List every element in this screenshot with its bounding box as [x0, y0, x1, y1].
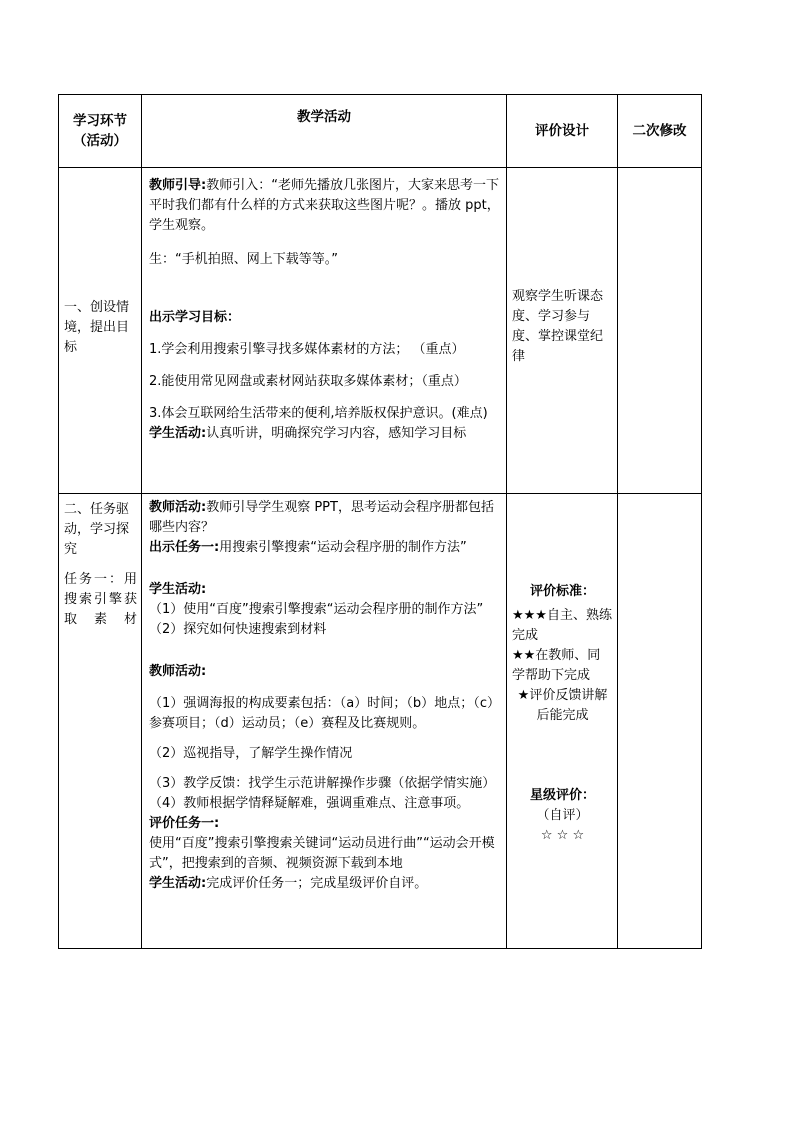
teacher-activity-paragraph [149, 498, 500, 538]
teacher-item-3: （3）教学反馈：找学生示范讲解操作步骤（依据学情实施） [149, 776, 496, 791]
teacher-activity-2-label: 教师活动: [149, 664, 207, 679]
stage-cell-2 [59, 494, 142, 949]
goal-3: 3.体会互联网给生活带来的便利,培养版权保护意识。(难点) [149, 406, 488, 421]
student-activity-3-text: 完成评价任务一；完成星级评价自评。 [206, 876, 428, 891]
eval-standard-label: 评价标准： [529, 584, 595, 599]
teacher-activity-text: 教师引导学生观察 PPT，思考运动会程序册都包括哪些内容？ [149, 500, 494, 535]
activity-cell-2 [142, 494, 507, 949]
header-stage-line2: （活动） [73, 133, 127, 149]
teacher-activity-label: 教师活动: [149, 500, 207, 515]
goal-2: 2.能使用常见网盘或素材网站获取多媒体素材；（重点） [149, 374, 467, 389]
evaluation-1-text: 观察学生听课态度、学习参与度、掌控课堂纪律 [512, 288, 604, 364]
activity-cell-1 [142, 168, 507, 494]
eval-task-text: 使用“百度”搜索引擎搜索关键词“运动员进行曲”“运动会开模式”，把搜索到的音频、视频资源下载到本地 [149, 836, 495, 871]
student-activity-3-paragraph [149, 874, 500, 894]
row-stage-1 [59, 168, 702, 494]
teacher-guide-paragraph [149, 176, 500, 236]
teacher-item-2: （2）巡视指导，了解学生操作情况 [149, 746, 353, 761]
goals-label: 出示学习目标： [149, 310, 241, 325]
teacher-guide-label: 教师引导: [149, 178, 207, 193]
evaluation-cell-2 [507, 494, 618, 949]
header-stage-line1: 学习环节 [73, 113, 127, 129]
student-activity-label: 学生活动: [149, 426, 207, 441]
teacher-guide-text: 教师引入：“老师先播放几张图片，大家来思考一下平时我们都有什么样的方式来获取这些图片呢？。播放 ppt，学生观察。 [149, 178, 500, 233]
task-label: 出示任务一: [149, 540, 220, 555]
lesson-plan-table [58, 94, 702, 949]
stage-cell-1 [59, 168, 142, 494]
stage-2-line2: 任务一：用搜索引擎获取素材 [64, 572, 137, 627]
student-activity-3-label: 学生活动: [149, 876, 207, 891]
eval-standard-1: ★★★自主、熟练完成 [512, 608, 612, 643]
revision-cell-2 [618, 494, 702, 949]
header-evaluation: 评价设计 [507, 95, 618, 168]
star-rating-icons: ☆ ☆ ☆ [540, 828, 585, 843]
evaluation-cell-1 [507, 168, 618, 494]
header-row [59, 95, 702, 168]
student-activity-paragraph [149, 424, 500, 444]
student-item-2: （2）探究如何快速搜索到材料 [149, 622, 327, 637]
student-answer: 生：“手机拍照、网上下载等等。” [149, 252, 338, 267]
eval-standard-2: ★★在教师、同学帮助下完成 [512, 648, 601, 683]
student-activity-text: 认真听讲，明确探究学习内容，感知学习目标 [206, 426, 467, 441]
teacher-item-4: （4）教师根据学情释疑解难，强调重难点、注意事项。 [149, 796, 470, 811]
header-activity: 教学活动 [142, 95, 507, 168]
task-paragraph [149, 538, 500, 558]
eval-standard-3: ★评价反馈讲解后能完成 [517, 688, 608, 723]
header-stage [59, 95, 142, 168]
task-text: 用搜索引擎搜索“运动会程序册的制作方法” [219, 540, 467, 555]
eval-task-label: 评价任务一: [149, 816, 220, 831]
stage-1-text: 一、创设情境，提出目标 [64, 299, 130, 355]
stage-2-line1: 二、任务驱动，学习探究 [64, 502, 130, 557]
revision-cell-1 [618, 168, 702, 494]
header-revision: 二次修改 [618, 95, 702, 168]
student-item-1: （1）使用“百度”搜索引擎搜索“运动会程序册的制作方法” [149, 602, 484, 617]
teacher-item-1: （1）强调海报的构成要素包括：（a）时间；（b）地点；（c）参赛项目；（d）运动员；（e）赛程及比赛规则。 [149, 696, 500, 731]
star-rating-self: （自评） [536, 808, 589, 823]
row-stage-2 [59, 494, 702, 949]
star-rating-label: 星级评价： [529, 788, 595, 803]
goal-1: 1.学会利用搜索引擎寻找多媒体素材的方法； （重点） [149, 342, 465, 357]
student-activity-2-label: 学生活动: [149, 582, 207, 597]
